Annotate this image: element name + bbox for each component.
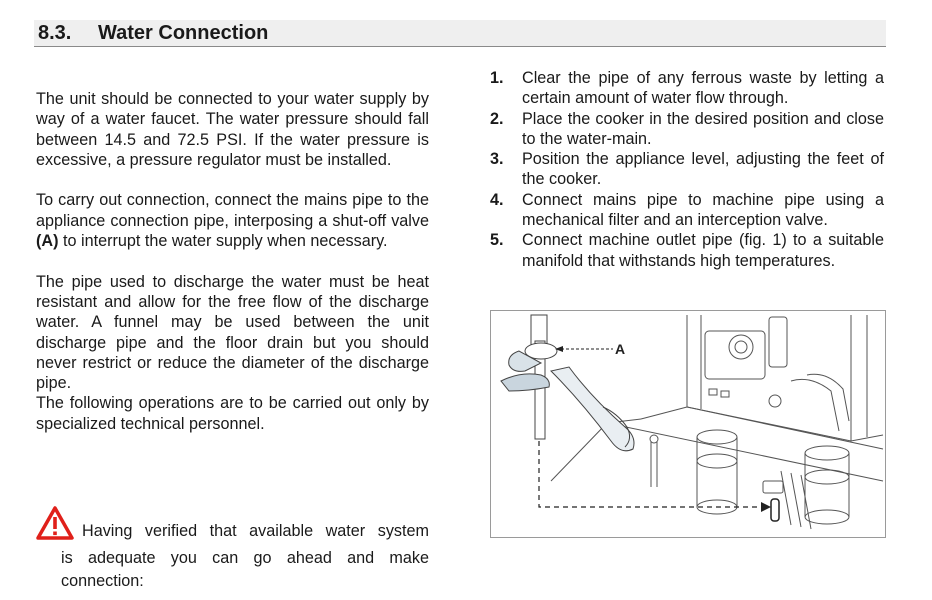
warning-line-2: is adequate you can go ahead and make — [61, 549, 429, 567]
paragraph-water-supply: The unit should be connected to your water supply by way of a water faucet. The water pressure should fall between 14.5 and 72.5 PSI. If the water pressure is excessive, a pressure regulator must be installed. — [36, 90, 429, 169]
step-text: Connect machine outlet pipe (fig. 1) to a suitable manifold that withstands high temperatures. — [522, 231, 884, 270]
connection-figure — [490, 310, 886, 538]
section-header — [34, 20, 886, 47]
step-number: 2. — [490, 109, 504, 128]
step-item — [490, 190, 884, 231]
step-number: 4. — [490, 190, 504, 209]
step-item — [490, 149, 884, 190]
step-text: Position the appliance level, adjusting the feet of the cooker. — [522, 150, 884, 189]
connection-illustration — [491, 311, 885, 537]
warning-line-3: connection: — [61, 572, 144, 590]
warning-triangle-icon — [36, 506, 74, 540]
connection-text-a: To carry out connection, connect the mains pipe to the appliance connection pipe, interposing a shut-off valve — [36, 191, 429, 230]
step-number: 3. — [490, 150, 504, 169]
step-text: Clear the pipe of any ferrous waste by letting a certain amount of water flow through. — [522, 69, 884, 108]
left-column — [36, 89, 429, 454]
step-item — [490, 68, 884, 109]
paragraph-connection — [36, 190, 429, 251]
connection-text-b: to interrupt the water supply when necessary. — [62, 232, 388, 251]
step-item — [490, 109, 884, 150]
callout-label-a: A — [615, 341, 626, 357]
section-number: 8.3. — [38, 22, 72, 44]
step-text: Place the cooker in the desired position and close to the water-main. — [522, 109, 884, 148]
paragraph-personnel: The following operations are to be carried out only by specialized technical personnel. — [36, 394, 429, 433]
paragraph-discharge: The pipe used to discharge the water must be heat resistant and allow for the free flow of the discharge water. A funnel may be used between the unit discharge pipe and the floor drain but you should never restrict or reduce the diameter of the discharge pipe. — [36, 272, 429, 393]
warning-line-1: Having verified that available water system — [82, 522, 429, 540]
step-number: 5. — [490, 231, 504, 250]
steps-list — [490, 68, 884, 271]
step-number: 1. — [490, 69, 504, 87]
valve-label: (A) — [36, 232, 59, 251]
step-item — [490, 230, 884, 271]
step-text: Connect mains pipe to machine pipe using a mechanical filter and an interception valve. — [522, 190, 884, 230]
section-title: Water Connection — [98, 22, 269, 44]
